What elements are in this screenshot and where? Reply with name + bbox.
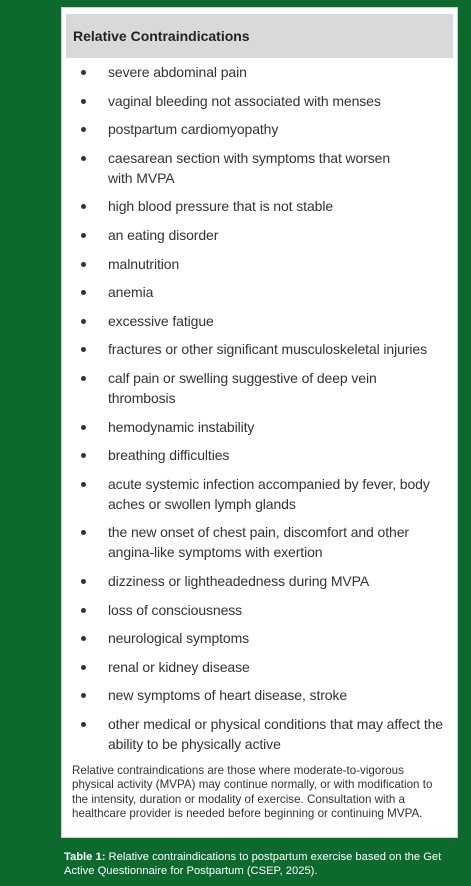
list-item: fractures or other significant musculoskeletal injuries <box>62 339 457 359</box>
bullet-icon <box>81 453 86 458</box>
list-item: acute systemic infection accompanied by fever, body aches or swollen lymph glands <box>62 474 457 514</box>
list-item: vaginal bleeding not associated with menses <box>62 91 457 111</box>
bullet-icon <box>81 127 86 132</box>
bullet-icon <box>81 530 86 535</box>
caption-label: Table 1: <box>64 851 106 863</box>
list-item: severe abdominal pain <box>62 62 457 82</box>
list-item: postpartum cardiomyopathy <box>62 119 457 139</box>
bullet-icon <box>81 262 86 267</box>
bullet-icon <box>81 99 86 104</box>
bullet-icon <box>81 233 86 238</box>
list-item: dizziness or lightheadedness during MVPA <box>62 571 457 591</box>
bullet-icon <box>81 319 86 324</box>
bullet-icon <box>81 156 86 161</box>
bullet-icon <box>81 608 86 613</box>
table-note: Relative contraindications are those where moderate-to-vigorous physical activity (MVPA) may continue normally, or with modification to the intensity, duration or modality of exercise. Consultation with a healthcare provider is needed before beginning or continuing MVPA. <box>72 764 433 820</box>
list-item: other medical or physical conditions that may affect the ability to be physically active <box>62 714 457 754</box>
bullet-icon <box>81 665 86 670</box>
list-item: high blood pressure that is not stable <box>62 196 457 216</box>
list-item: the new onset of chest pain, discomfort and other angina-like symptoms with exertion <box>62 522 457 562</box>
bullet-icon <box>81 636 86 641</box>
list-item: hemodynamic instability <box>62 417 457 437</box>
bullet-icon <box>81 482 86 487</box>
list-item: renal or kidney disease <box>62 657 457 677</box>
bullet-icon <box>81 579 86 584</box>
table-caption <box>64 850 459 879</box>
list-item: neurological symptoms <box>62 628 457 648</box>
bullet-icon <box>81 347 86 352</box>
contraindications-table <box>61 7 458 838</box>
list-item: malnutrition <box>62 254 457 274</box>
contraindications-list <box>62 62 457 762</box>
bullet-icon <box>81 693 86 698</box>
list-item: an eating disorder <box>62 225 457 245</box>
list-item: excessive fatigue <box>62 311 457 331</box>
table-header <box>66 14 453 58</box>
list-item: new symptoms of heart disease, stroke <box>62 685 457 705</box>
list-item: caesarean section with symptoms that worsen with MVPA <box>62 148 457 188</box>
bullet-icon <box>81 204 86 209</box>
bullet-icon <box>81 425 86 430</box>
table-header-title: Relative Contraindications <box>73 28 250 44</box>
list-item: loss of consciousness <box>62 600 457 620</box>
bullet-icon <box>81 722 86 727</box>
bullet-icon <box>81 70 86 75</box>
list-item: breathing difficulties <box>62 445 457 465</box>
bullet-icon <box>81 376 86 381</box>
caption-text: Relative contraindications to postpartum exercise based on the Get Active Questionnaire for Postpartum (CSEP, 2025). <box>64 851 442 878</box>
bullet-icon <box>81 290 86 295</box>
list-item: anemia <box>62 282 457 302</box>
list-item: calf pain or swelling suggestive of deep vein thrombosis <box>62 368 457 408</box>
